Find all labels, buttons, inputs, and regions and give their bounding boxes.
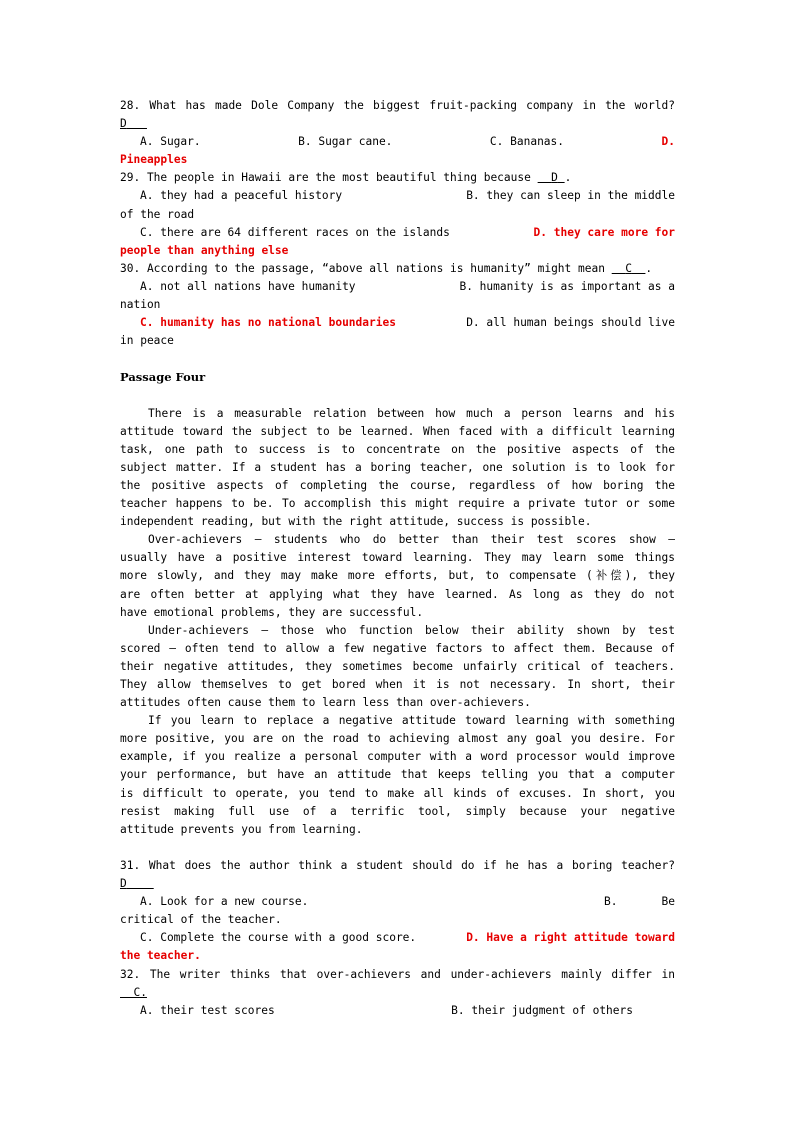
q28-option-d-text: Pineapples [120, 153, 188, 167]
q32-answer-line [120, 984, 675, 1002]
q28-option-a: A. Sugar. [140, 135, 201, 149]
q31-option-a: A. Look for a new course. [140, 895, 309, 909]
q31-answer: D [120, 877, 127, 891]
q31-options-ab [120, 893, 675, 911]
passage-line: attitude prevents you from learning. [120, 822, 363, 836]
passage-paragraph-4 [120, 712, 675, 839]
passage-paragraph-2 [120, 531, 675, 621]
q30-options-cd [120, 314, 675, 332]
passage-line: attitude toward the subject to be learned. When faced with a difficult learning [120, 424, 675, 438]
q31-answer-line [120, 875, 675, 893]
q32-option-b: B. their judgment of others [451, 1003, 633, 1017]
q28-answer-line [120, 115, 675, 133]
passage-line: have emotional problems, they are successful. [120, 605, 424, 619]
q29-option-b-cont: of the road [120, 207, 195, 221]
passage-paragraph-3 [120, 622, 675, 712]
q30-question-line: 30. According to the passage, “above all nations is humanity” might mean C . [120, 261, 653, 275]
q31-options-cd [120, 929, 675, 947]
q31-option-b: B. [604, 895, 618, 909]
q30-options-ab [120, 278, 675, 296]
passage-line: usually have a positive interest toward learning. They may learn some things [120, 551, 675, 565]
q30-answer: C [625, 261, 632, 275]
q29-options-cd [120, 224, 675, 242]
q30-option-d-cont: in peace [120, 334, 174, 348]
q28-option-d: D. [661, 135, 675, 149]
q29-option-a: A. they had a peaceful history [140, 189, 343, 203]
q31-option-d: D. Have a right attitude toward [466, 931, 675, 945]
passage-line: attitudes often cause them to learn less than over-achievers. [120, 696, 531, 710]
passage-line: subject matter. If a student has a boring teacher, one solution is to look for [120, 460, 675, 474]
q29-question-line: 29. The people in Hawaii are the most beautiful thing because D . [120, 171, 572, 185]
q28-options [120, 133, 675, 151]
q28-option-c: C. Bananas. [489, 135, 565, 149]
q30-option-b-cont: nation [120, 298, 161, 312]
q29-option-d: D. they care more for [533, 225, 675, 239]
passage-line: scored – often tend to allow a few negative factors to affect them. Because of [120, 641, 675, 655]
q31-question: 31. What does the author think a student should do if he has a boring teacher? [120, 858, 675, 872]
passage-line: Under-achievers – those who function below their ability shown by test [148, 623, 675, 637]
q29-option-c: C. there are 64 different races on the islands [140, 225, 450, 239]
passage-line: their negative attitudes, they sometimes become unfairly critical of teachers. [120, 659, 675, 673]
q31-option-c: C. Complete the course with a good score. [140, 931, 417, 945]
q29-question: 29. The people in Hawaii are the most beautiful thing because [120, 171, 531, 185]
passage-line: task, one path to success is to concentrate on the positive aspects of the [120, 442, 675, 456]
passage-line: are often better at applying what they have learned. As long as they do not [120, 587, 675, 601]
passage-line: more slowly, and they may make more efforts, but, to compensate (补偿), they [120, 569, 675, 583]
q28-option-b: B. Sugar cane. [298, 135, 393, 149]
passage-line: teacher happens to be. To accomplish this might require a private tutor or some [120, 497, 675, 511]
q31-option-d-cont: the teacher. [120, 949, 201, 963]
passage-line: There is a measurable relation between how much a person learns and his [148, 406, 675, 420]
passage-line: Over-achievers – students who do better than their test scores show – [148, 533, 675, 547]
q29-options-ab [120, 187, 675, 205]
q32-options-ab [120, 1002, 675, 1020]
document-page [120, 97, 675, 1020]
q32-question: 32. The writer thinks that over-achievers and under-achievers mainly differ in [120, 967, 675, 981]
q31-option-b-word: Be [661, 895, 675, 909]
passage-line: They allow themselves to get bored when it is not necessary. In short, their [120, 678, 675, 691]
q32-option-a: A. their test scores [140, 1003, 275, 1017]
q30-option-a: A. not all nations have humanity [140, 279, 356, 293]
q29-option-b: B. they can sleep in the middle [466, 189, 675, 203]
passage-line: independent reading, but with the right attitude, success is possible. [120, 515, 592, 529]
passage-line: your performance, but have an attitude that keeps telling you that a computer [120, 768, 675, 782]
passage-line: example, if you realize a personal computer with a word processor would improve [120, 750, 675, 764]
q30-question: 30. According to the passage, “above all nations is humanity” might mean [120, 261, 605, 275]
passage-title: Passage Four [120, 370, 206, 385]
passage-line: is difficult to operate, you tend to make all kinds of excuses. In short, you [120, 786, 675, 800]
passage-line: more positive, you are on the road to achieving almost any goal you desire. For [120, 732, 675, 746]
q30-option-c: C. humanity has no national boundaries [140, 316, 396, 330]
passage-line: resist making full use of a terrific tool, simply because your negative [120, 804, 675, 818]
q28-answer: D [120, 117, 127, 131]
passage-line: If you learn to replace a negative attitude toward learning with something [148, 714, 675, 728]
q29-option-d-cont: people than anything else [120, 243, 289, 257]
q28-question: 28. What has made Dole Company the biggest fruit-packing company in the world? [120, 99, 675, 112]
passage-paragraph-1 [120, 405, 675, 532]
q32-answer: C. [133, 985, 147, 999]
q30-option-d: D. all human beings should live [466, 316, 675, 330]
passage-line: the positive aspects of completing the course, regardless of how boring the [120, 478, 675, 492]
q31-option-b-cont: critical of the teacher. [120, 913, 282, 927]
q29-answer: D [551, 171, 558, 185]
q30-option-b: B. humanity is as important as a [459, 279, 675, 293]
